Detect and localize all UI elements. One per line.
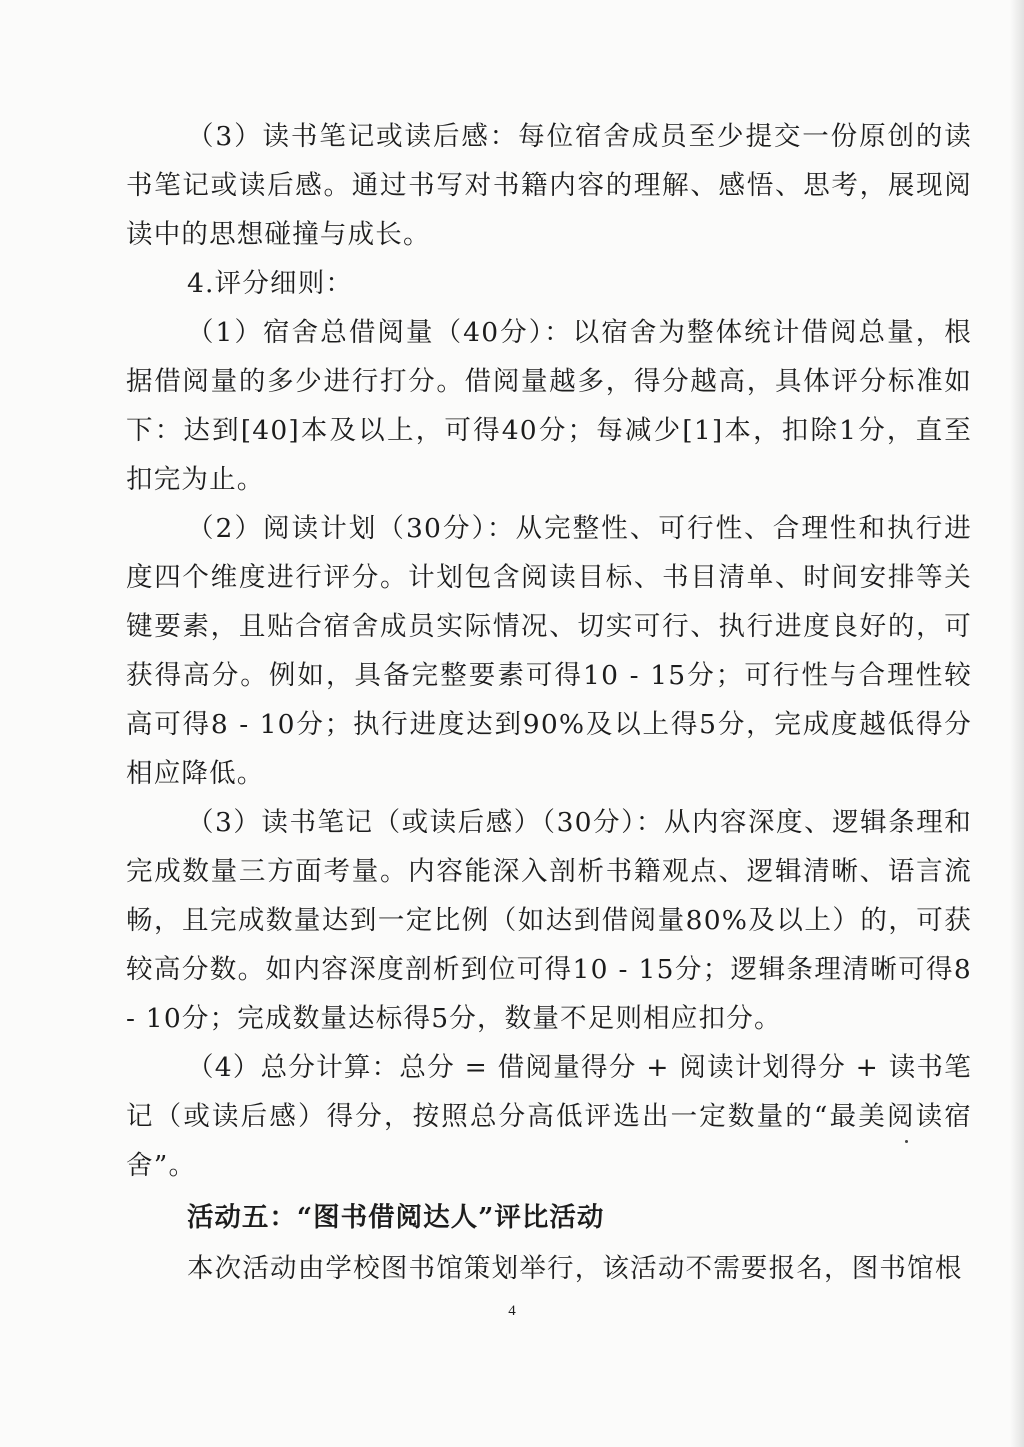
paragraph-reading-notes-score: （3）读书笔记（或读后感）（30分）：从内容深度、逻辑条理和完成数量三方面考量。内容能深入剖析书籍观点、逻辑清晰、语言流畅，且完成数量达到一定比例（如达到借阅量80%及以上）的，可获较高分数。如内容深度剖析到位可得10 - 15分；逻辑条理清晰可得8 - 10分；完成数量达标得5分，数量不足则相应扣分。: [126, 807, 972, 1034]
paragraph-total-score: （4）总分计算：总分 = 借阅量得分 + 阅读计划得分 + 读书笔记（或读后感）得分，按照总分高低评选出一定数量的“最美阅读宿舍”。: [126, 1052, 972, 1181]
paragraph-reading-plan-score: （2）阅读计划（30分）：从完整性、可行性、合理性和执行进度四个维度进行评分。计划包含阅读目标、书目清单、时间安排等关键要素，且贴合宿舍成员实际情况、切实可行、执行进度良好的，可获得高分。例如，具备完整要素可得10 - 15分；可行性与合理性较高可得8 - 10分；执行进度达到90%及以上得5分，完成度越低得分相应降低。: [126, 513, 972, 789]
paragraph-activity-five-intro: 本次活动由学校图书馆策划举行，该活动不需要报名，图书馆根: [186, 1253, 963, 1284]
paragraph-reading-notes-requirement: （3）读书笔记或读后感：每位宿舍成员至少提交一份原创的读书笔记或读后感。通过书写对书籍内容的理解、感悟、思考，展现阅读中的思想碰撞与成长。: [126, 121, 972, 250]
paragraph-scoring-rules-title: 4.评分细则：: [186, 268, 354, 299]
document-body: [126, 112, 972, 1293]
scan-speck: [905, 1140, 908, 1143]
page-number: 4: [508, 1303, 516, 1319]
section-heading-activity-five: 活动五：“图书借阅达人”评比活动: [186, 1202, 605, 1233]
scan-edge-shadow: [1010, 0, 1024, 1447]
paragraph-borrowing-volume-score: （1）宿舍总借阅量（40分）：以宿舍为整体统计借阅总量，根据借阅量的多少进行打分。借阅量越多，得分越高，具体评分标准如下：达到[40]本及以上，可得40分；每减少[1]本，扣除1分，直至扣完为止。: [126, 317, 972, 495]
